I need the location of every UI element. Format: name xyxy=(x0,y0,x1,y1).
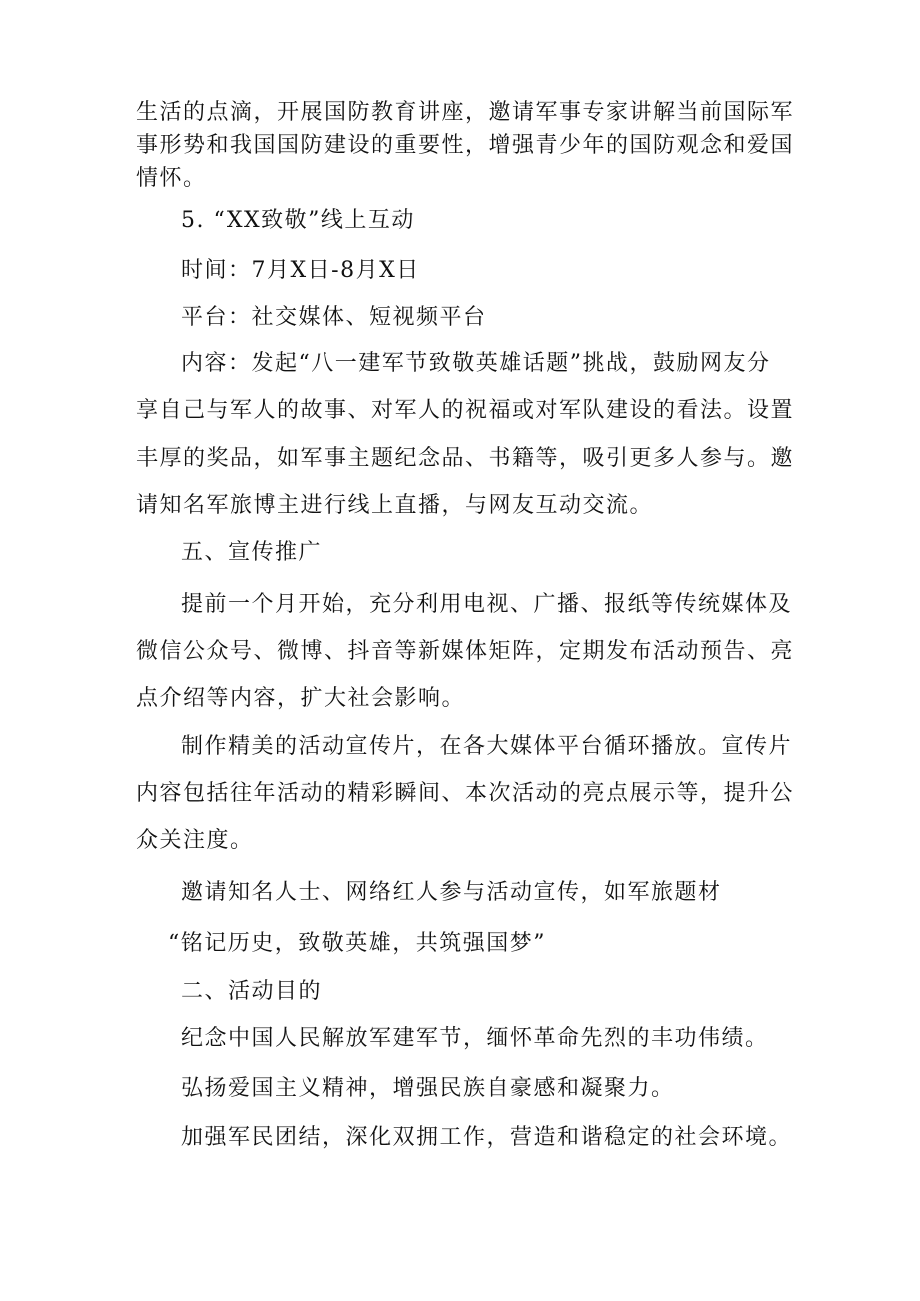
goal-item: 弘扬爱国主义精神，增强民族自豪感和凝聚力。 xyxy=(181,1076,675,1101)
paragraph-line: 内容：发起“八一建军节致敬英雄话题”挑战，鼓励网友分 xyxy=(181,351,771,376)
goal-item: 加强军民团结，深化双拥工作，营造和谐稳定的社会环境。 xyxy=(181,1125,793,1150)
paragraph-line: 生活的点滴，开展国防教育讲座，邀请军事专家讲解当前国际军 xyxy=(136,100,795,125)
time-line: 时间：7月X日-8月X日 xyxy=(181,258,420,283)
slogan-line: “铭记历史，致敬英雄，共筑强国梦” xyxy=(168,931,546,956)
section-heading: 5. “XX致敬”线上互动 xyxy=(181,208,415,233)
paragraph-line: 微信公众号、微博、抖音等新媒体矩阵，定期发布活动预告、亮 xyxy=(136,639,795,664)
paragraph-line: 事形势和我国国防建设的重要性，增强青少年的国防观念和爱国 xyxy=(136,133,795,158)
paragraph-line: 提前一个月开始，充分利用电视、广播、报纸等传统媒体及 xyxy=(181,592,793,617)
paragraph-line: 众关注度。 xyxy=(136,828,254,853)
section-heading: 五、宣传推广 xyxy=(181,540,323,565)
paragraph-line: 享自己与军人的故事、对军人的祝福或对军队建设的看法。设置 xyxy=(136,398,795,423)
paragraph-line: 丰厚的奖品，如军事主题纪念品、书籍等，吸引更多人参与。邀 xyxy=(136,446,795,471)
paragraph-line: 情怀。 xyxy=(136,166,207,191)
paragraph-line: 邀请知名人士、网络红人参与活动宣传，如军旅题材 xyxy=(181,880,722,905)
platform-line: 平台：社交媒体、短视频平台 xyxy=(181,305,487,330)
paragraph-line: 制作精美的活动宣传片，在各大媒体平台循环播放。宣传片 xyxy=(181,734,793,759)
goal-item: 纪念中国人民解放军建军节，缅怀革命先烈的丰功伟绩。 xyxy=(181,1026,769,1051)
paragraph-line: 内容包括往年活动的精彩瞬间、本次活动的亮点展示等，提升公 xyxy=(136,781,795,806)
paragraph-line: 请知名军旅博主进行线上直播，与网友互动交流。 xyxy=(136,493,654,518)
paragraph-line: 点介绍等内容，扩大社会影响。 xyxy=(136,686,466,711)
section-heading: 二、活动目的 xyxy=(181,979,323,1004)
